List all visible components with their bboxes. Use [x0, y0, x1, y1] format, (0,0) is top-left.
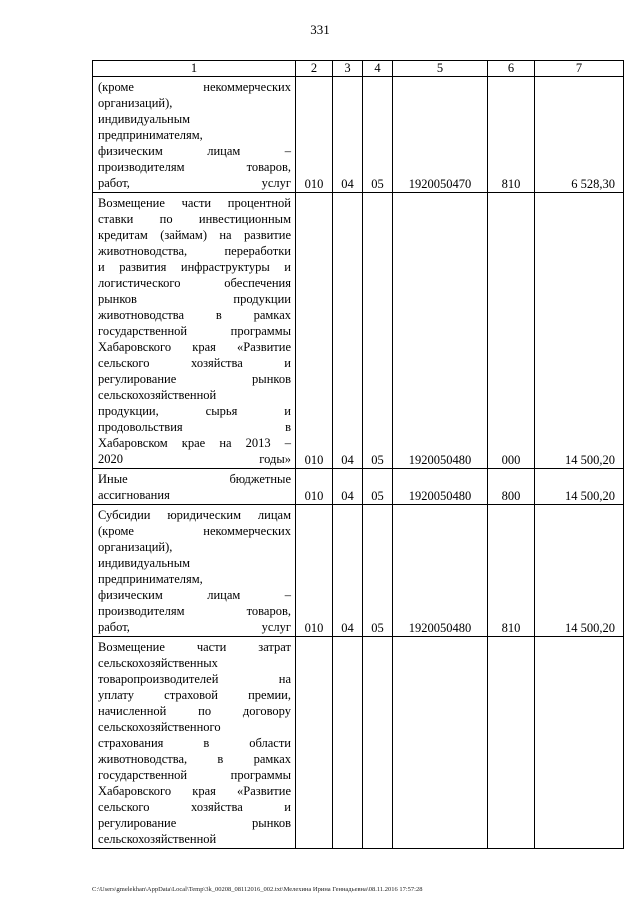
row-cell-7: 6 528,30	[535, 77, 624, 193]
row-cell-2: 010	[296, 505, 333, 637]
row-description	[93, 637, 296, 849]
header-row	[93, 61, 624, 77]
description-line: предпринимателям,	[98, 128, 203, 142]
row-cell-7	[535, 637, 624, 849]
description-line: государственной программы	[98, 324, 291, 338]
row-cell-3	[333, 637, 363, 849]
row-cell-4	[363, 637, 393, 849]
row-cell-7: 14 500,20	[535, 469, 624, 505]
description-line: рынков продукции	[98, 292, 291, 306]
description-line: сельскохозяйственной	[98, 832, 217, 846]
row-cell-4: 05	[363, 469, 393, 505]
row-cell-7: 14 500,20	[535, 193, 624, 469]
description-line: физическим лицам –	[98, 144, 291, 158]
row-cell-4: 05	[363, 505, 393, 637]
description-line: животноводства в рамках	[98, 308, 291, 322]
description-line: Возмещение части затрат	[98, 640, 291, 654]
description-line: и развития инфраструктуры и	[98, 260, 291, 274]
header-cell-4: 4	[363, 61, 393, 77]
description-line: производителям товаров,	[98, 604, 291, 618]
description-line: продукции, сырья и	[98, 404, 291, 418]
description-line: Иные бюджетные	[98, 472, 291, 486]
row-cell-6	[488, 637, 535, 849]
description-line: (кроме некоммерческих	[98, 524, 291, 538]
description-line: Субсидии юридическим лицам	[98, 508, 291, 522]
row-cell-6: 810	[488, 505, 535, 637]
row-cell-5: 1920050470	[393, 77, 488, 193]
description-line: Хабаровском крае на 2013 –	[98, 436, 291, 450]
row-cell-4: 05	[363, 193, 393, 469]
description-line: (кроме некоммерческих	[98, 80, 291, 94]
row-cell-5: 1920050480	[393, 469, 488, 505]
row-cell-3: 04	[333, 505, 363, 637]
row-cell-2: 010	[296, 469, 333, 505]
description-line: 2020 годы»	[98, 452, 291, 466]
table-row	[93, 637, 624, 849]
description-line: ассигнования	[98, 488, 170, 502]
description-line: индивидуальным	[98, 112, 191, 126]
row-cell-2: 010	[296, 77, 333, 193]
description-line: Хабаровского края «Развитие	[98, 784, 291, 798]
row-cell-2: 010	[296, 193, 333, 469]
row-cell-5: 1920050480	[393, 193, 488, 469]
description-line: животноводства, в рамках	[98, 752, 291, 766]
description-line: кредитам (займам) на развитие	[98, 228, 291, 242]
description-line: животноводства, переработки	[98, 244, 291, 258]
description-line: сельскохозяйственного	[98, 720, 221, 734]
header-cell-6: 6	[488, 61, 535, 77]
description-line: Возмещение части процентной	[98, 196, 291, 210]
row-cell-5	[393, 637, 488, 849]
row-cell-3: 04	[333, 469, 363, 505]
description-line: уплату страховой премии,	[98, 688, 291, 702]
header-cell-3: 3	[333, 61, 363, 77]
description-line: логистического обеспечения	[98, 276, 291, 290]
row-cell-2	[296, 637, 333, 849]
table-row	[93, 77, 624, 193]
description-line: ставки по инвестиционным	[98, 212, 291, 226]
header-cell-2: 2	[296, 61, 333, 77]
row-description	[93, 77, 296, 193]
description-line: организаций),	[98, 96, 173, 110]
header-cell-5: 5	[393, 61, 488, 77]
description-line: работ, услуг	[98, 176, 291, 190]
table-row	[93, 193, 624, 469]
file-path-footer: C:\Users\gmelekhan\AppData\Local\Temp\3k_00208_08112016_002.txt\Мелехина Ирина Геннадьевна\08.11.2016 17:57:28	[92, 886, 423, 893]
description-line: сельского хозяйства и	[98, 800, 291, 814]
description-line: производителям товаров,	[98, 160, 291, 174]
description-line: товаропроизводителей на	[98, 672, 291, 686]
description-line: Хабаровского края «Развитие	[98, 340, 291, 354]
row-cell-4: 05	[363, 77, 393, 193]
budget-table	[92, 60, 624, 849]
header-cell-7: 7	[535, 61, 624, 77]
row-cell-6: 810	[488, 77, 535, 193]
description-line: физическим лицам –	[98, 588, 291, 602]
description-line: продовольствия в	[98, 420, 291, 434]
row-cell-3: 04	[333, 193, 363, 469]
row-cell-5: 1920050480	[393, 505, 488, 637]
description-line: работ, услуг	[98, 620, 291, 634]
page-number: 331	[310, 22, 330, 37]
row-cell-3: 04	[333, 77, 363, 193]
description-line: сельского хозяйства и	[98, 356, 291, 370]
description-line: регулирование рынков	[98, 372, 291, 386]
description-line: сельскохозяйственной	[98, 388, 217, 402]
description-line: страхования в области	[98, 736, 291, 750]
header-cell-1: 1	[93, 61, 296, 77]
table-row	[93, 505, 624, 637]
description-line: начисленной по договору	[98, 704, 291, 718]
description-line: регулирование рынков	[98, 816, 291, 830]
row-cell-6: 800	[488, 469, 535, 505]
description-line: организаций),	[98, 540, 173, 554]
description-line: государственной программы	[98, 768, 291, 782]
description-line: индивидуальным	[98, 556, 191, 570]
row-description	[93, 505, 296, 637]
table-row	[93, 469, 624, 505]
row-description	[93, 193, 296, 469]
row-cell-6: 000	[488, 193, 535, 469]
row-cell-7: 14 500,20	[535, 505, 624, 637]
row-description	[93, 469, 296, 505]
description-line: предпринимателям,	[98, 572, 203, 586]
description-line: сельскохозяйственных	[98, 656, 218, 670]
